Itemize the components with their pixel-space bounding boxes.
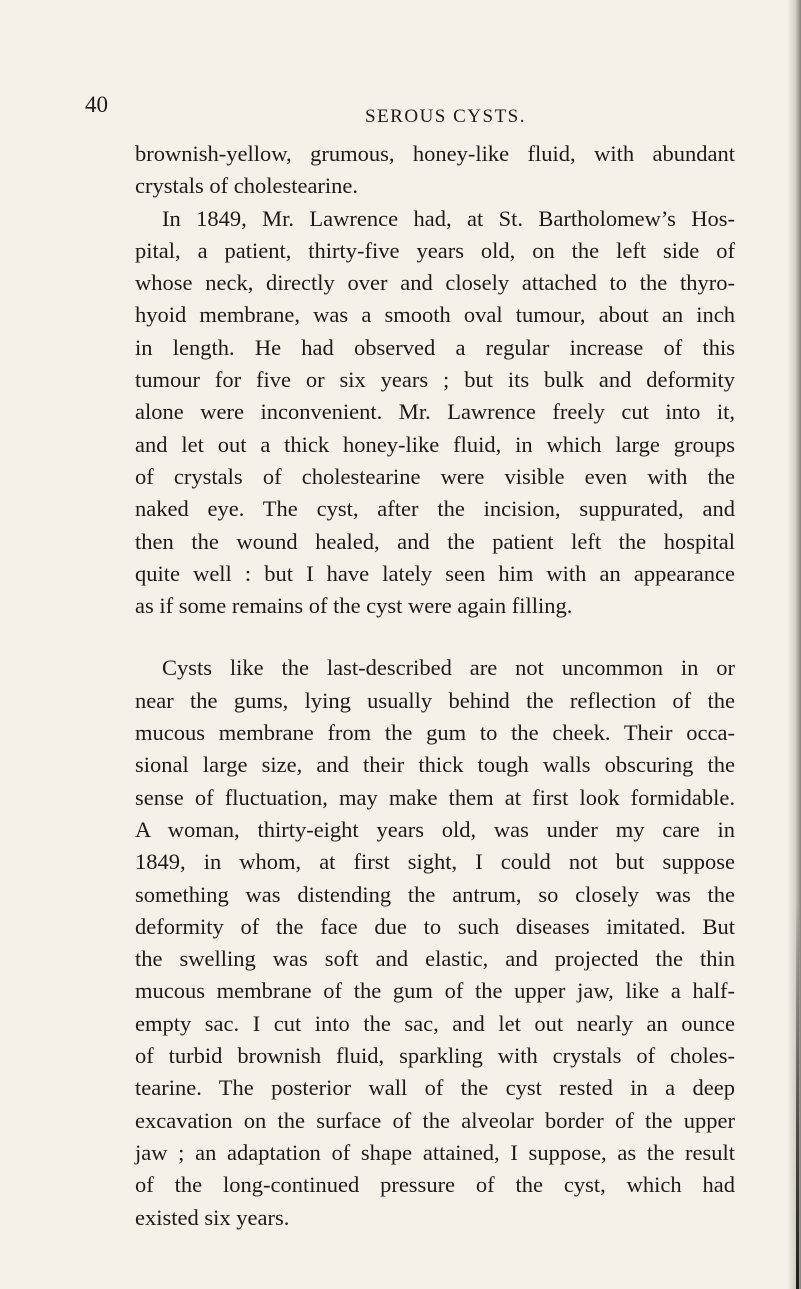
text-line: deformity of the face due to such diseases imitated. But	[135, 913, 735, 939]
text-line: brownish-yellow, grumous, honey-like fluid, with abundant	[135, 141, 735, 166]
text-line: then the wound healed, and the patient left the hospital	[135, 528, 735, 554]
page-edge-line	[796, 900, 799, 1289]
text-line: of crystals of cholestearine were visible even with the	[135, 463, 735, 489]
paragraph-2	[135, 203, 735, 623]
text-line: 1849, in whom, at first sight, I could not but suppose	[135, 849, 735, 875]
running-title: SEROUS CYSTS.	[365, 106, 526, 127]
text-line: alone were inconvenient. Mr. Lawrence freely cut into it,	[135, 399, 735, 425]
text-line: hyoid membrane, was a smooth oval tumour, about an inch	[135, 302, 735, 328]
text-line: whose neck, directly over and closely attached to the thyro-	[135, 270, 735, 296]
text-line: In 1849, Mr. Lawrence had, at St. Bartholomew’s Hos-	[162, 205, 735, 231]
text-line: existed six years.	[135, 1204, 290, 1230]
text-line: of turbid brownish fluid, sparkling with crystals of choles-	[135, 1043, 735, 1069]
text-line: naked eye. The cyst, after the incision, suppurated, and	[135, 496, 735, 522]
text-line: of the long-continued pressure of the cyst, which had	[135, 1172, 735, 1198]
text-line: excavation on the surface of the alveolar border of the upper	[135, 1107, 735, 1133]
text-line: Cysts like the last-described are not uncommon in or	[162, 655, 735, 681]
text-line: mucous membrane of the gum of the upper jaw, like a half-	[135, 978, 735, 1004]
text-line: quite well : but I have lately seen him with an appearance	[135, 560, 735, 586]
page-number: 40	[85, 92, 108, 117]
text-line: tumour for five or six years ; but its bulk and deformity	[135, 367, 735, 393]
text-line: crystals of cholestearine.	[135, 173, 359, 199]
text-line: as if some remains of the cyst were again filling.	[135, 593, 573, 619]
paragraph-1	[135, 138, 735, 203]
text-line: the swelling was soft and elastic, and projected the thin	[135, 946, 735, 972]
text-line: something was distending the antrum, so closely was the	[135, 881, 735, 907]
text-line: in length. He had observed a regular increase of this	[135, 334, 735, 360]
text-line: pital, a patient, thirty-five years old, on the left side of	[135, 237, 735, 263]
text-line: near the gums, lying usually behind the reflection of the	[135, 687, 735, 713]
text-line: sense of fluctuation, may make them at first look formidable.	[135, 784, 735, 810]
text-line: and let out a thick honey-like fluid, in which large groups	[135, 431, 735, 457]
text-line: mucous membrane from the gum to the cheek. Their occa-	[135, 720, 735, 746]
text-line: A woman, thirty-eight years old, was under my care in	[135, 816, 735, 842]
text-line: sional large size, and their thick tough walls obscuring the	[135, 752, 735, 778]
text-line: tearine. The posterior wall of the cyst rested in a deep	[135, 1075, 735, 1101]
text-line: empty sac. I cut into the sac, and let out nearly an ounce	[135, 1010, 735, 1036]
paragraph-spacer	[135, 622, 735, 652]
body-text	[135, 138, 735, 1234]
text-line: jaw ; an adaptation of shape attained, I suppose, as the result	[135, 1139, 735, 1165]
paragraph-3	[135, 652, 735, 1233]
